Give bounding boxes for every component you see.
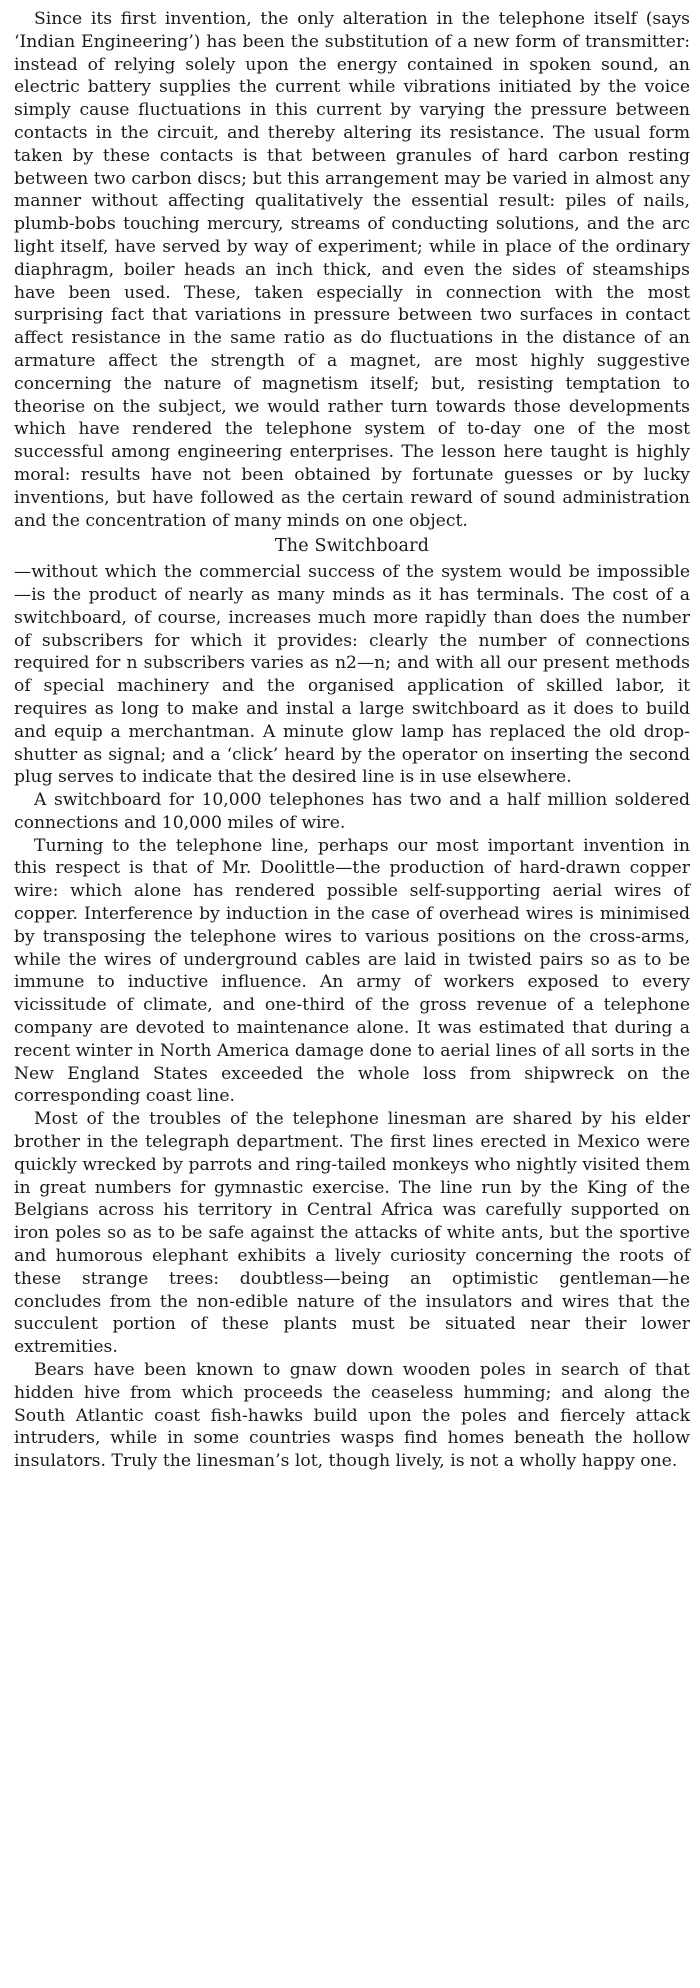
section-heading-switchboard: The Switchboard <box>274 536 430 557</box>
paragraph-telephone-line: Turning to the telephone line, perhaps our most important invention in this respect is that of Mr. Doolittle—the production of hard-drawn copper wire: which alone has rendered possible self-supporting aerial wires of copper. Interference by induction in the case of overhead wires is minimised by transposing the telephone wires to various positions on the cross-arms, while the wires of underground cables are laid in twisted pairs so as to be immune to inductive influence. An army of workers exposed to every vicissitude of climate, and one-third of the gross revenue of a telephone company are devoted to maintenance alone. It was estimated that during a recent winter in North America damage done to aerial lines of all sorts in the New England States exceeded the whole loss from shipwreck on the corresponding coast line. <box>14 835 690 1107</box>
paragraph-bears-and-hawks: Bears have been known to gnaw down wooden poles in search of that hidden hive from which proceeds the ceaseless humming; and along the South Atlantic coast fish-hawks build upon the poles and fiercely attack intruders, while in some countries wasps find homes beneath the hollow insulators. Truly the linesman’s lot, though lively, is not a wholly happy one. <box>14 1360 690 1472</box>
paragraph-telephone-transmitter: Since its first invention, the only alteration in the telephone itself (says ‘Indian Engineering’) has been the substitution of a new form of transmitter: instead of relying solely upon the energy contained in spoken sound, an electric battery supplies the current while vibrations initiated by the voice simply cause fluctuations in this current by varying the pressure between contacts in the circuit, and thereby altering its resistance. The usual form taken by these contacts is that between granules of hard carbon resting between two carbon discs; but this arrangement may be varied in almost any manner without affecting qualitatively the essential result: piles of nails, plumb-bobs touching mercury, streams of conducting solutions, and the arc light itself, have served by way of experiment; while in place of the ordinary diaphragm, boiler heads an inch thick, and even the sides of steamships have been used. These, taken especially in connection with the most surprising fact that variations in pressure between two surfaces in contact affect resistance in the same ratio as do fluctuations in the distance of an armature affect the strength of a magnet, are most highly suggestive concerning the nature of magnetism itself; but, resisting temptation to theorise on the subject, we would rather turn towards those developments which have rendered the telephone system of to-day one of the most successful among engineering enterprises. The lesson here taught is highly moral: results have not been obtained by fortunate guesses or by lucky inventions, but have followed as the certain reward of sound administration and the concentration of many minds on one object. <box>14 9 690 531</box>
paragraph-linesman-troubles: Most of the troubles of the telephone linesman are shared by his elder brother in the telegraph department. The first lines erected in Mexico were quickly wrecked by parrots and ring-tailed monkeys who nightly visited them in great numbers for gymnastic exercise. The line run by the King of the Belgians across his territory in Central Africa was carefully supported on iron poles so as to be safe against the attacks of white ants, but the sportive and humorous elephant exhibits a lively curiosity concerning the roots of these strange trees: doubtless—being an optimistic gentleman—he concludes from the non-edible nature of the insulators and wires that the succulent portion of these plants must be situated near their lower extremities. <box>14 1109 690 1358</box>
paragraph-switchboard: —without which the commercial success of the system would be impossible—is the product of nearly as many minds as it has terminals. The cost of a switchboard, of course, increases much more rapidly than does the number of subscribers for which it provides: clearly the number of connections required for n subscribers varies as n2—n; and with all our present methods of special machinery and the organised application of skilled labor, it requires as long to make and instal a large switchboard as it does to build and equip a merchantman. A minute glow lamp has replaced the old drop-shutter as signal; and a ‘click’ heard by the operator on inserting the second plug serves to indicate that the desired line is in use elsewhere. <box>14 562 690 788</box>
paragraph-switchboard-stats: A switchboard for 10,000 telephones has two and a half million soldered connections and 10,000 miles of wire. <box>14 790 690 833</box>
